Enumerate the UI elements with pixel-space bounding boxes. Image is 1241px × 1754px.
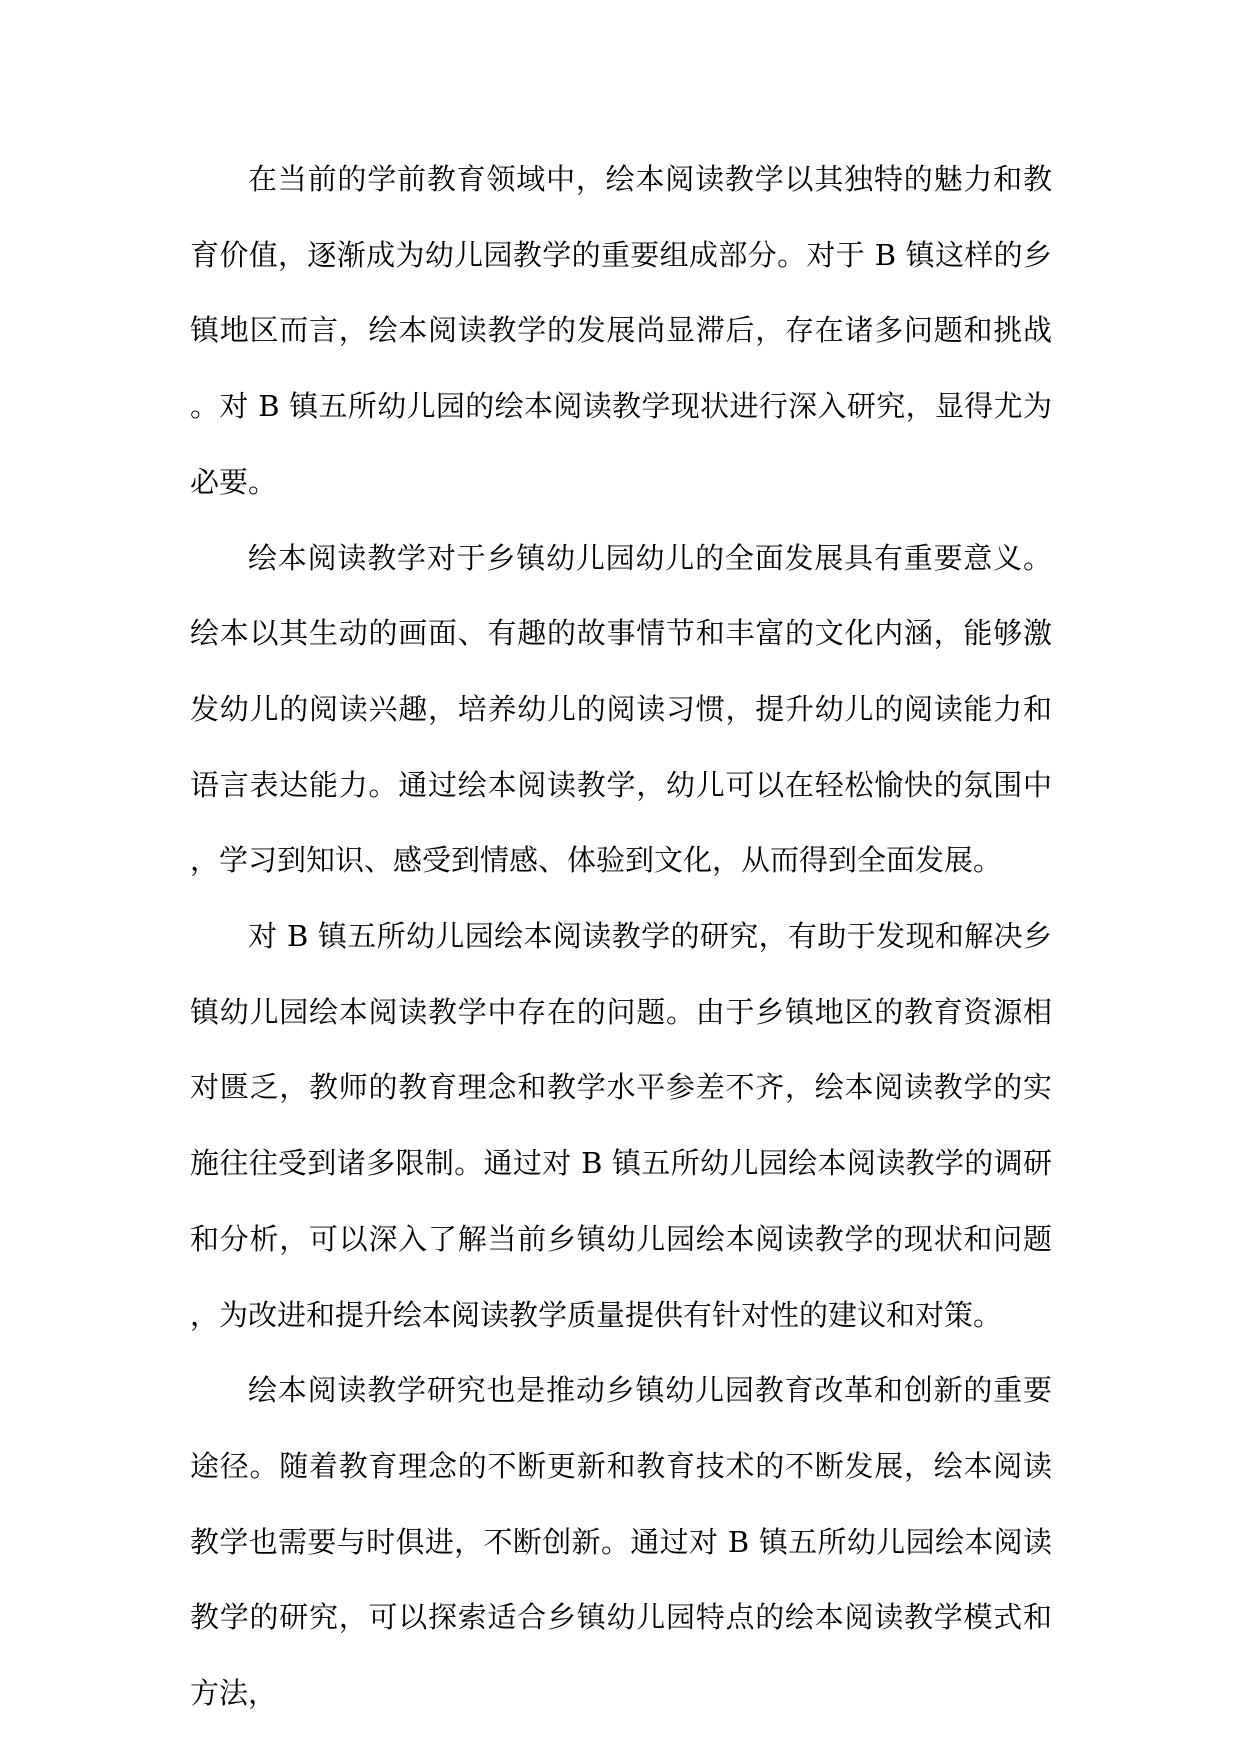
paragraph-3: 对 B 镇五所幼儿园绘本阅读教学的研究，有助于发现和解决乡镇幼儿园绘本阅读教学中存在的问题。由于乡镇地区的教育资源相对匮乏，教师的教育理念和教学水平参差不齐，绘本阅读教学的实施往往受到诸多限制。通过对 B 镇五所幼儿园绘本阅读教学的调研和分析，可以深入了解当前乡镇幼儿园绘本阅读教学的现状和问题，为改进和提升绘本阅读教学质量提供有针对性的建议和对策。 <box>190 919 1052 1332</box>
paragraph-2: 绘本阅读教学对于乡镇幼儿园幼儿的全面发展具有重要意义。绘本以其生动的画面、有趣的故事情节和丰富的文化内涵，能够激发幼儿的阅读兴趣，培养幼儿的阅读习惯，提升幼儿的阅读能力和语言表达能力。通过绘本阅读教学，幼儿可以在轻松愉快的氛围中，学习到知识、感受到情感、体验到文化，从而得到全面发展。 <box>190 540 1052 878</box>
document-body <box>190 142 1052 1732</box>
paragraph-4: 绘本阅读教学研究也是推动乡镇幼儿园教育改革和创新的重要途径。随着教育理念的不断更新和教育技术的不断发展，绘本阅读教学也需要与时俱进，不断创新。通过对 B 镇五所幼儿园绘本阅读教学的研究，可以探索适合乡镇幼儿园特点的绘本阅读教学模式和方法， <box>190 1373 1052 1711</box>
paragraph-1: 在当前的学前教育领域中，绘本阅读教学以其独特的魅力和教育价值，逐渐成为幼儿园教学的重要组成部分。对于 B 镇这样的乡镇地区而言，绘本阅读教学的发展尚显滞后，存在诸多问题和挑战。对 B 镇五所幼儿园的绘本阅读教学现状进行深入研究，显得尤为必要。 <box>190 162 1052 499</box>
